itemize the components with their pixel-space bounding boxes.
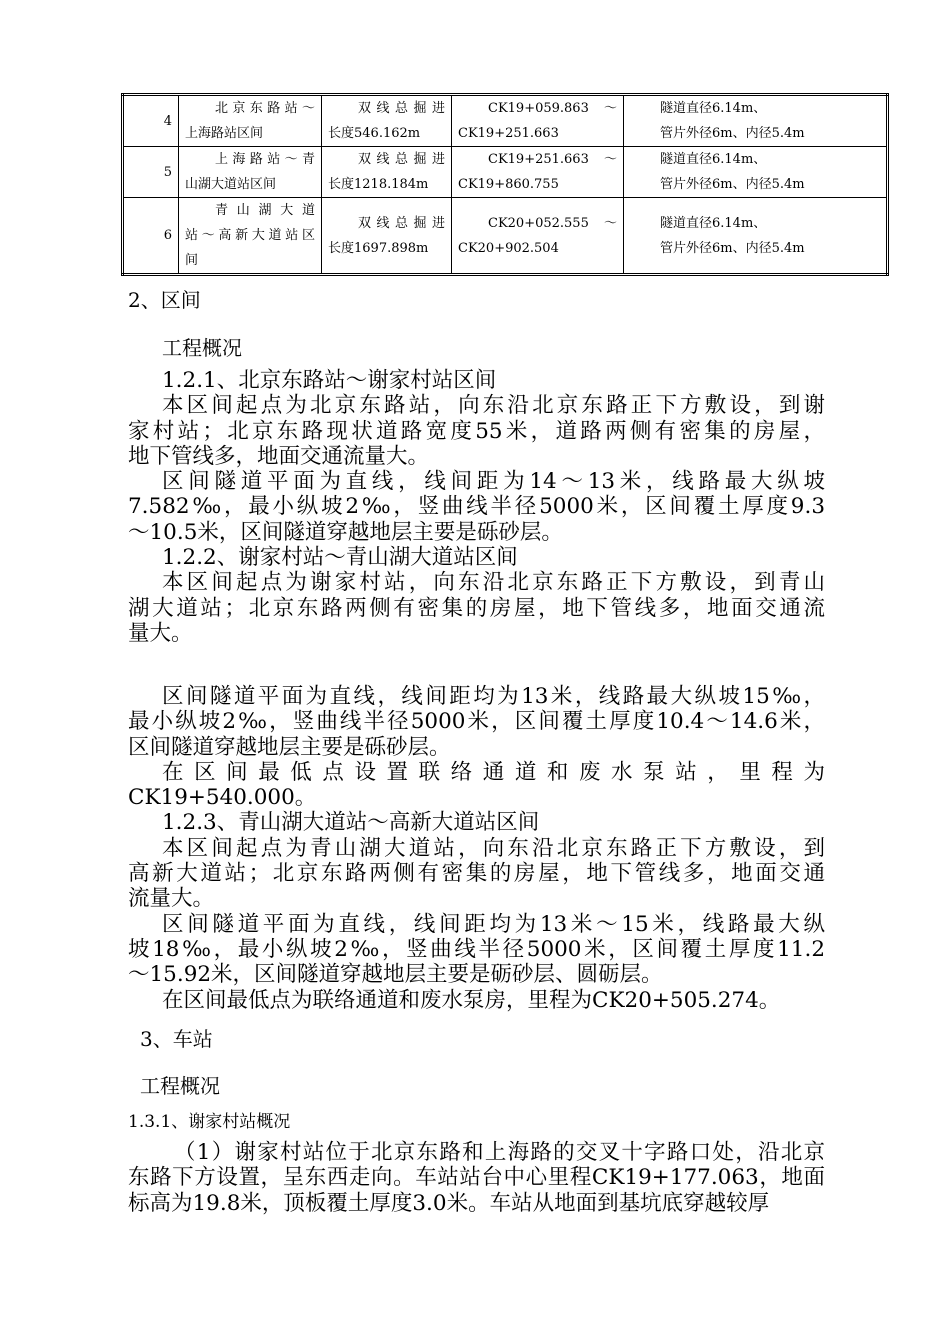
text-line: 流量大。 (128, 886, 215, 912)
text-line: 区间隧道平面为直线，线间距均为13米～15米，线路最大纵 (162, 911, 825, 937)
mileage-start: CK20+052.555 (488, 215, 589, 231)
paragraph (128, 760, 825, 811)
table-row (123, 147, 888, 198)
spec-cell (624, 95, 888, 147)
mileage-tilde: ～ (603, 152, 617, 167)
spec-line: 管片外径6m、内径5.4m (660, 240, 805, 256)
spec-line: 管片外径6m、内径5.4m (660, 177, 805, 192)
paragraph (128, 545, 825, 570)
text-line: 在区间最低点为联络通道和废水泵房，里程为CK20+505.274。 (162, 987, 781, 1013)
text-line: 7.582‰，最小纵坡2‰，竖曲线半径5000米，区间覆土厚度9.3 (128, 494, 825, 520)
paragraph (128, 912, 825, 988)
section-name-cell (179, 147, 322, 198)
table-row (123, 95, 888, 147)
mileage-cell (452, 95, 624, 147)
paragraph (128, 393, 825, 469)
mileage-end: CK20+902.504 (458, 240, 559, 256)
spec-cell (624, 147, 888, 198)
text-line: 区间隧道穿越地层主要是砾砂层。 (128, 734, 451, 760)
section-2-body-a (128, 368, 825, 646)
text-line: 1.2.2、谢家村站～青山湖大道站区间 (162, 545, 518, 571)
paragraph (128, 988, 825, 1013)
text-line: 本区间起点为谢家村站，向东沿北京东路正下方敷设，到青山 (162, 570, 825, 596)
text-line: 东路下方设置，呈东西走向。车站站台中心里程CK19+177.063，地面 (128, 1165, 825, 1191)
section-name-cell (179, 198, 322, 275)
paragraph (128, 570, 825, 646)
section-3-subtitle: 工程概况 (140, 1074, 220, 1098)
mileage-start-line (458, 96, 617, 121)
text-line: 本区间起点为北京东路站，向东沿北京东路正下方敷设，到谢 (162, 393, 825, 419)
paragraph (128, 684, 825, 760)
length-line: 长度1697.898m (328, 240, 429, 256)
paragraph (128, 836, 825, 912)
text-line: 标高为19.8米，顶板覆土厚度3.0米。车站从地面到基坑底穿越较厚 (128, 1190, 770, 1216)
mileage-end: CK19+251.663 (458, 126, 559, 141)
length-line: 双线总掘进 (358, 101, 445, 116)
text-line: CK19+540.000。 (128, 785, 317, 811)
paragraph (128, 1140, 825, 1216)
text-line: 家村站；北京东路现状道路宽度55米，道路两侧有密集的房屋， (128, 418, 825, 444)
section-3-title: 3、车站 (140, 1027, 213, 1051)
text-line: 区间隧道平面为直线，线间距均为13米，线路最大纵坡15‰， (162, 684, 825, 709)
section-name-line: 青山湖大道 (215, 203, 315, 218)
mileage-start-line (458, 211, 617, 236)
row-number: 4 (123, 95, 179, 147)
section-name-cell (179, 95, 322, 147)
length-cell (322, 95, 452, 147)
section-3-body (128, 1140, 825, 1216)
mileage-cell (452, 198, 624, 275)
text-line: ～15.92米，区间隧道穿越地层主要是砺砂层、圆砺层。 (128, 962, 663, 988)
paragraph (128, 810, 825, 835)
text-line: 区间隧道平面为直线，线间距为14～13米，线路最大纵坡 (162, 469, 825, 495)
text-line: 1.2.1、北京东路站～谢家村站区间 (162, 368, 497, 393)
row-number: 5 (123, 147, 179, 198)
text-line: ～10.5米，区间隧道穿越地层主要是砾砂层。 (128, 519, 563, 545)
mileage-start: CK19+059.863 (488, 101, 589, 116)
text-line: 坡18‰，最小纵坡2‰，竖曲线半径5000米，区间覆土厚度11.2 (128, 936, 825, 962)
text-line: 1.2.3、青山湖大道站～高新大道站区间 (162, 810, 540, 836)
length-cell (322, 147, 452, 198)
mileage-tilde: ～ (603, 215, 617, 231)
text-line: 湖大道站；北京东路两侧有密集的房屋，地下管线多，地面交通流 (128, 595, 825, 621)
spec-cell (624, 198, 888, 275)
section-name-line: 山湖大道站区间 (185, 177, 277, 192)
section-name-line: 站～高新大道站区 (185, 228, 315, 243)
section-name-line: 间 (185, 253, 199, 268)
spec-line: 隧道直径6.14m、 (660, 215, 767, 231)
text-line: （1）谢家村站位于北京东路和上海路的交叉十字路口处，沿北京 (174, 1140, 825, 1165)
spec-line: 隧道直径6.14m、 (660, 101, 767, 116)
length-line: 双线总掘进 (358, 215, 445, 231)
text-line: 最小纵坡2‰，竖曲线半径5000米，区间覆土厚度10.4～14.6米， (128, 709, 825, 735)
section-1-3-1-heading: 1.3.1、谢家村站概况 (128, 1112, 291, 1132)
section-2-title: 2、区间 (128, 288, 201, 312)
mileage-start-line (458, 147, 617, 172)
paragraph (128, 368, 825, 393)
spec-line: 隧道直径6.14m、 (660, 152, 767, 167)
section-2-subtitle: 工程概况 (162, 336, 242, 360)
text-line: 高新大道站；北京东路两侧有密集的房屋，地下管线多，地面交通 (128, 861, 825, 887)
length-line: 双线总掘进 (358, 152, 445, 167)
spec-line: 管片外径6m、内径5.4m (660, 126, 805, 141)
section-2-body-b (128, 684, 825, 1013)
mileage-cell (452, 147, 624, 198)
length-line: 长度1218.184m (328, 177, 429, 192)
text-line: 在区间最低点设置联络通道和废水泵站，里程为 (162, 759, 825, 785)
mileage-tilde: ～ (603, 101, 617, 116)
length-cell (322, 198, 452, 275)
mileage-end: CK19+860.755 (458, 177, 559, 192)
row-number: 6 (123, 198, 179, 275)
text-line: 本区间起点为青山湖大道站，向东沿北京东路正下方敷设，到 (162, 835, 825, 861)
section-name-line: 上海路站区间 (185, 126, 264, 141)
table-row (123, 198, 888, 275)
paragraph (128, 469, 825, 545)
section-name-line: 上海路站～青 (215, 152, 315, 167)
tunnel-section-table (121, 93, 889, 276)
mileage-start: CK19+251.663 (488, 152, 589, 167)
text-line: 量大。 (128, 620, 193, 646)
length-line: 长度546.162m (328, 126, 421, 141)
section-name-line: 北京东路站～ (215, 101, 315, 116)
text-line: 地下管线多，地面交通流量大。 (128, 443, 430, 469)
